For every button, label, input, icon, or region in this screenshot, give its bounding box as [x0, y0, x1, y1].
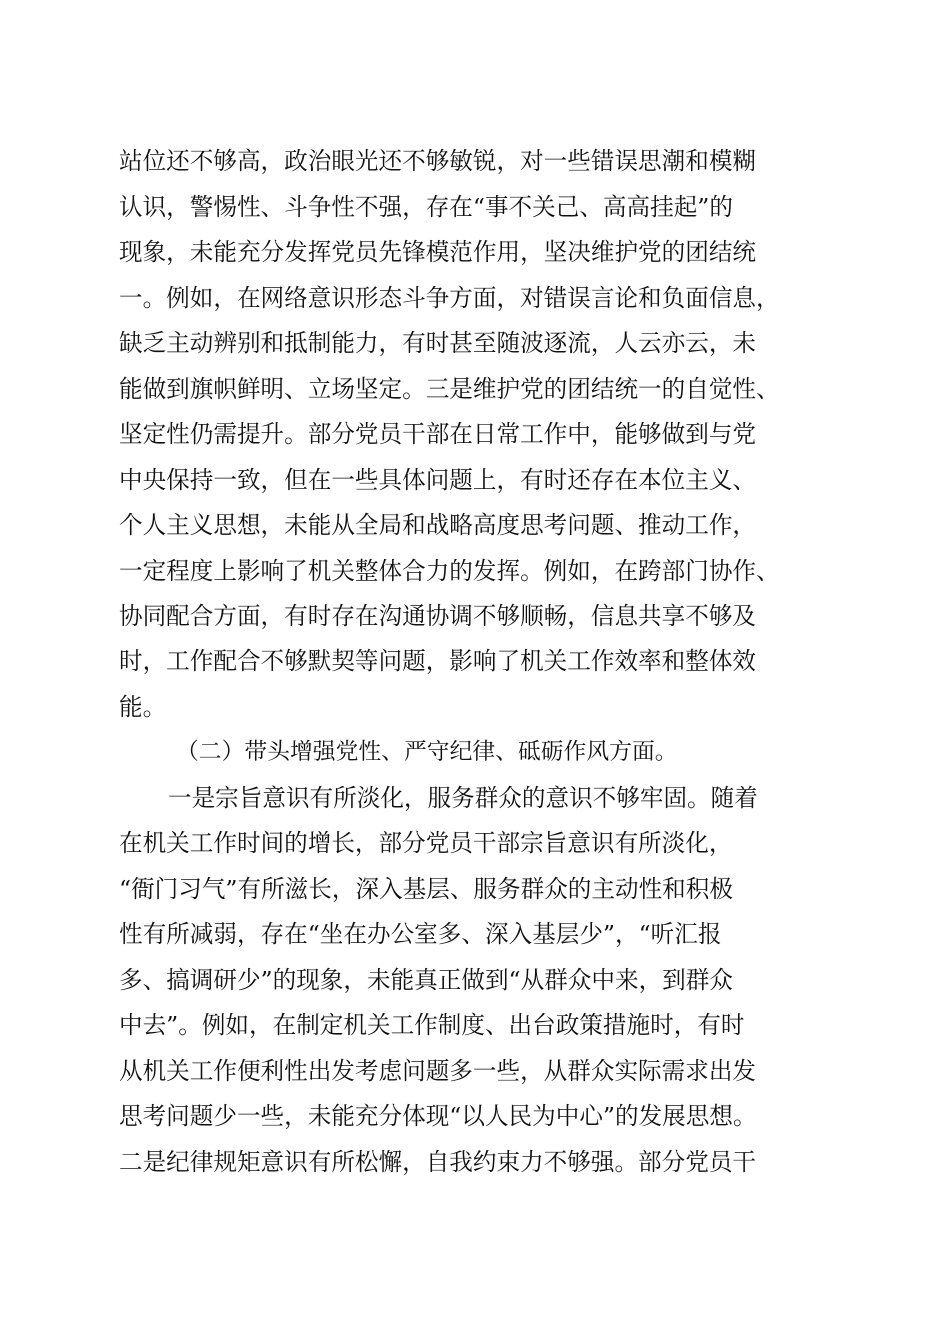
body-text-line: 能做到旗帜鲜明、立场坚定。三是维护党的团结统一的自觉性、 [119, 375, 780, 403]
body-text-line: “衙门习气”有所滋长，深入基层、服务群众的主动性和积极 [119, 875, 733, 903]
body-text-line: 一是宗旨意识有所淡化，服务群众的意识不够牢固。随着 [168, 784, 758, 812]
body-text-line: 个人主义思想，未能从全局和战略高度思考问题、推动工作， [119, 511, 757, 539]
body-text-line: 缺乏主动辨别和抵制能力，有时甚至随波逐流，人云亦云，未 [119, 329, 757, 357]
body-text-line: 一。例如，在网络意识形态斗争方面，对错误言论和负面信息， [119, 284, 780, 312]
body-text-line: 坚定性仍需提升。部分党员干部在日常工作中，能够做到与党 [119, 420, 757, 448]
body-text-line: 一定程度上影响了机关整体合力的发挥。例如，在跨部门协作、 [119, 557, 780, 585]
body-text-line: 认识，警惕性、斗争性不强，存在“事不关己、高高挂起”的 [119, 193, 733, 221]
body-text-line: 从机关工作便利性出发考虑问题多一些，从群众实际需求出发 [119, 1057, 757, 1085]
body-text-line: 中央保持一致，但在一些具体问题上，有时还存在本位主义、 [119, 466, 757, 494]
body-text-line: 性有所减弱，存在“坐在办公室多、深入基层少”，“听汇报 [119, 920, 722, 948]
body-text-line: 多、搞调研少”的现象，未能真正做到“从群众中来，到群众 [119, 966, 733, 994]
body-text-line: 现象，未能充分发挥党员先锋模范作用，坚决维护党的团结统 [119, 238, 757, 266]
body-text-line: 在机关工作时间的增长，部分党员干部宗旨意识有所淡化， [119, 829, 733, 857]
body-text-line: 中去”。例如，在制定机关工作制度、出台政策措施时，有时 [119, 1011, 745, 1039]
body-text-line: 站位还不够高，政治眼光还不够敏锐，对一些错误思潮和模糊 [119, 147, 757, 175]
body-text-line: 协同配合方面，有时存在沟通协调不够顺畅，信息共享不够及 [119, 602, 757, 630]
body-text-line: 能。 [119, 693, 167, 721]
section-heading: （二）带头增强党性、严守纪律、砥砺作风方面。 [176, 739, 678, 765]
body-text-line: 时，工作配合不够默契等问题，影响了机关工作效率和整体效 [119, 647, 757, 675]
body-text-line: 二是纪律规矩意识有所松懈，自我约束力不够强。部分党员干 [119, 1148, 757, 1176]
body-text-line: 思考问题少一些，未能充分体现“以人民为中心”的发展思想。 [119, 1102, 757, 1130]
